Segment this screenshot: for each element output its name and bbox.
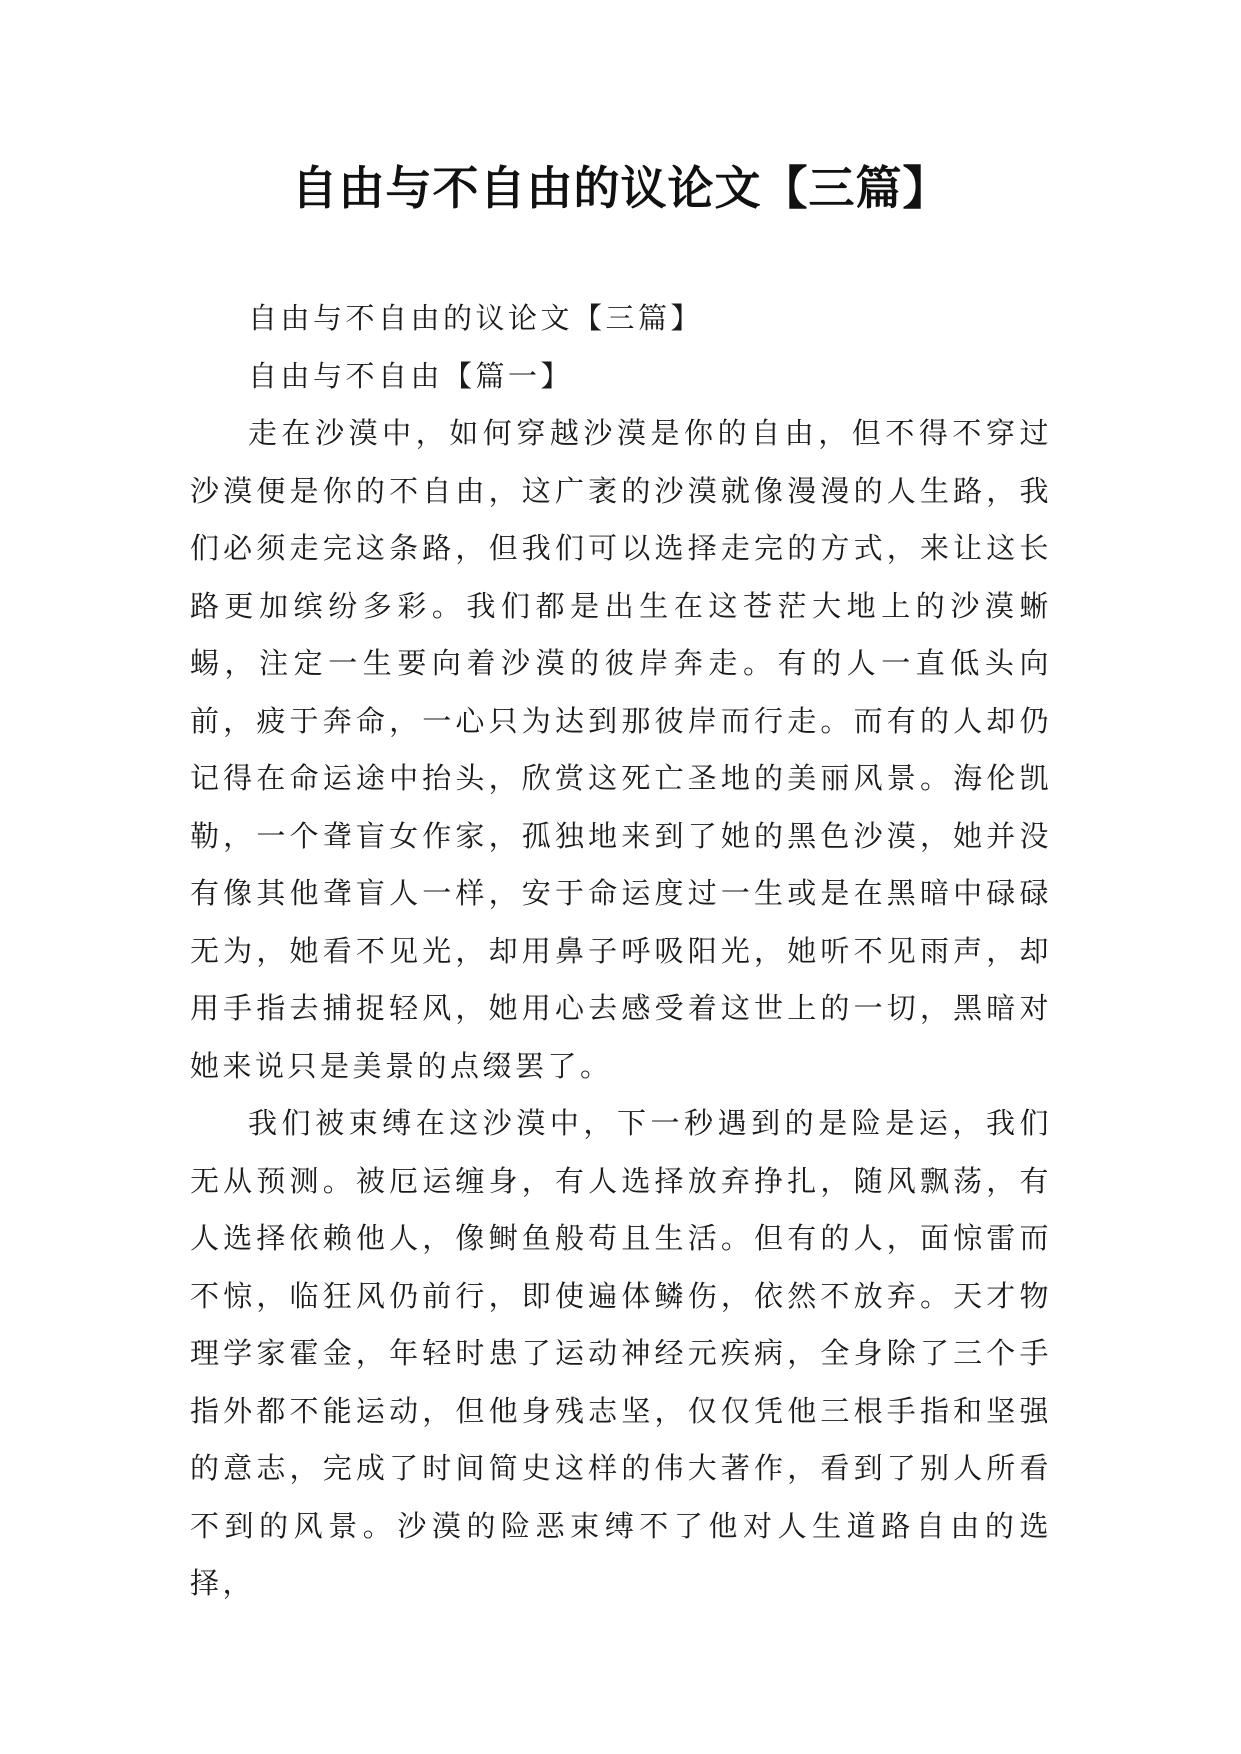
paragraph: 我们被束缚在这沙漠中，下一秒遇到的是险是运，我们无从预测。被厄运缠身，有人选择放弃挣扎，随风飘荡，有人选择依赖他人，像鲥鱼般苟且生活。但有的人，面惊雷而不惊，临狂风仍前行，即使遍体鳞伤，依然不放弃。天才物理学家霍金，年轻时患了运动神经元疾病，全身除了三个手指外都不能运动，但他身残志坚，仅仅凭他三根手指和坚强的意志，完成了时间简史这样的伟大著作，看到了别人所看不到的风景。沙漠的险恶束缚不了他对人生道路自由的选择， (190, 1106, 1052, 1600)
document-title: 自由与不自由的议论文【三篇】 (291, 161, 950, 215)
paragraph: 走在沙漠中，如何穿越沙漠是你的自由，但不得不穿过沙漠便是你的不自由，这广袤的沙漠就像漫漫的人生路，我们必须走完这条路，但我们可以选择走完的方式，来让这长路更加缤纷多彩。我们都是出生在这苍茫大地上的沙漠蜥蜴，注定一生要向着沙漠的彼岸奔走。有的人一直低头向前，疲于奔命，一心只为达到那彼岸而行走。而有的人却仍记得在命运途中抬头，欣赏这死亡圣地的美丽风景。海伦凯勒，一个聋盲女作家，孤独地来到了她的黑色沙漠，她并没有像其他聋盲人一样，安于命运度过一生或是在黑暗中碌碌无为，她看不见光，却用鼻子呼吸阳光，她听不见雨声，却用手指去捕捉轻风，她用心去感受着这世上的一切，黑暗对她来说只是美景的点缀罢了。 (190, 416, 1052, 1083)
paragraph-section-heading: 自由与不自由【篇一】 (248, 358, 574, 393)
document-body (190, 290, 1052, 1613)
paragraph-subtitle: 自由与不自由的议论文【三篇】 (248, 301, 704, 335)
